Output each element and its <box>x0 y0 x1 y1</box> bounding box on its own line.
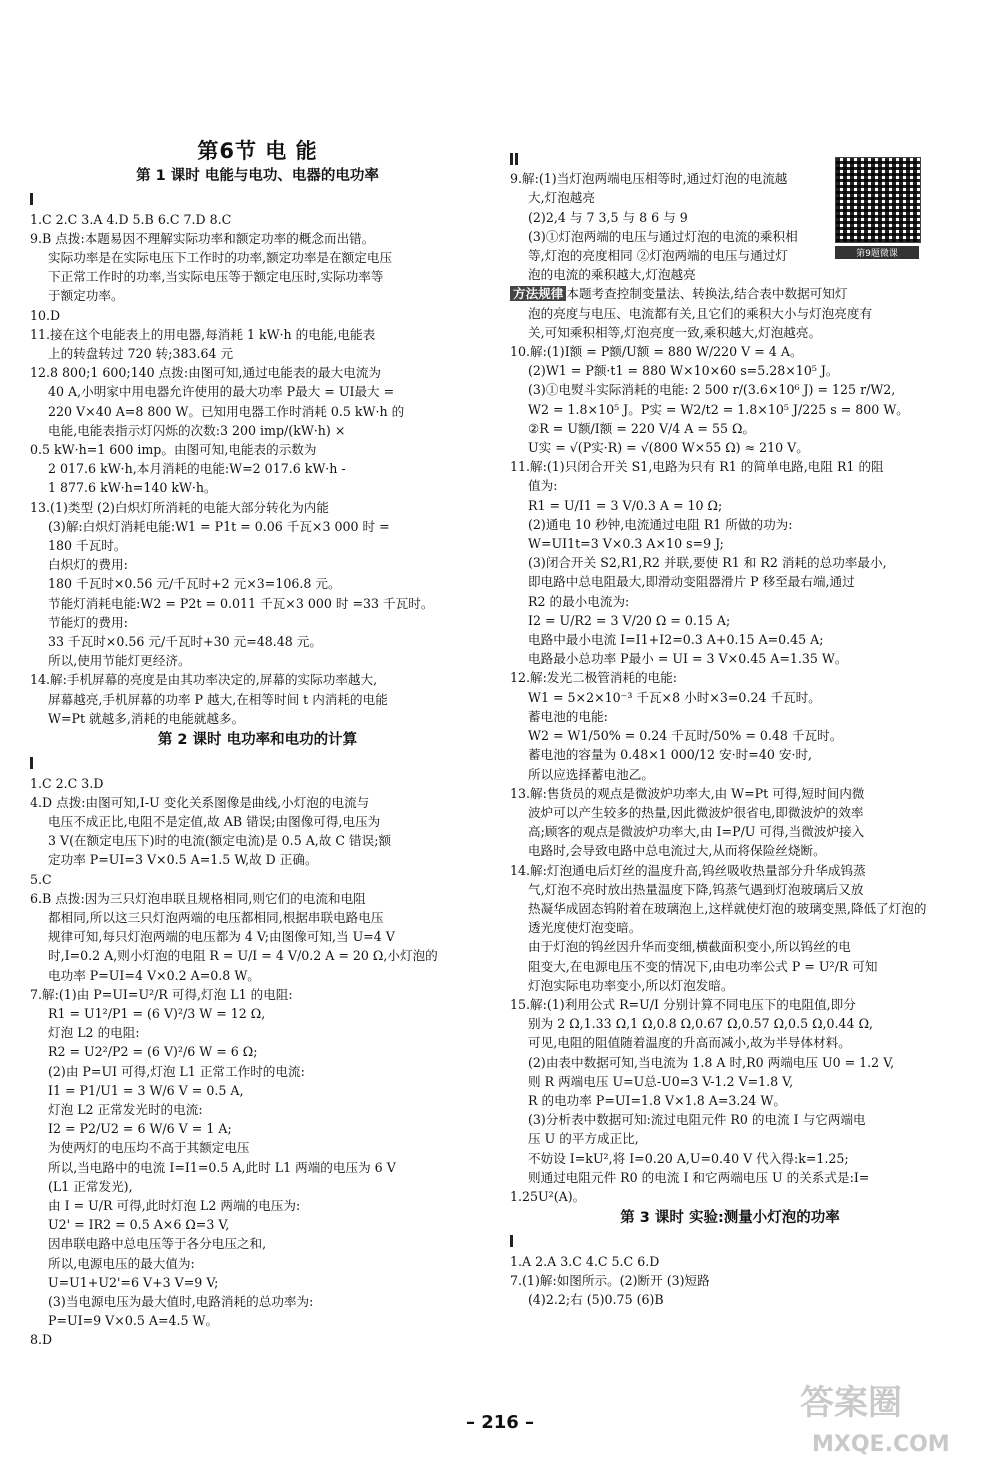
answer-line: 压 U 的平方成正比, <box>528 1131 639 1147</box>
answer-line: 10.D <box>30 307 61 323</box>
answer-line: W1 = 5×2×10⁻³ 千瓦×8 小时×3=0.24 千瓦时。 <box>528 689 821 705</box>
answer-line: 7.(1)解:如图所示。(2)断开 (3)短路 <box>510 1272 710 1288</box>
answer-line: 1.25U²(A)。 <box>510 1188 586 1204</box>
answer-line: 10.解:(1)I额 = P额/U额 = 880 W/220 V = 4 A。 <box>510 344 803 360</box>
answer-line: 8.D <box>30 1332 53 1348</box>
answer-line: 6.B 点拨:因为三只灯泡串联且规格相同,则它们的电流和电阻 <box>30 890 366 906</box>
answer-line: 电路时,会导致电路中总电流过大,从而将保险丝烧断。 <box>528 843 826 859</box>
answer-line: 则 R 两端电压 U=U总-U0=3 V-1.2 V=1.8 V, <box>528 1073 794 1089</box>
answer-line: 白炽灯的费用: <box>48 557 128 573</box>
section-title: 第6节 电 能 <box>197 139 318 163</box>
answer-line: 泡的电流的乘积越大,灯泡越亮 <box>528 267 696 283</box>
answer-line: 气,灯泡不亮时放出热量温度下降,钨蒸气遇到灯泡玻璃后又放 <box>528 881 864 897</box>
answer-line: 规律可知,每只灯泡两端的电压都为 4 V;由图像可知,当 U=4 V <box>48 929 395 945</box>
answer-line: 为使两灯的电压均不高于其额定电压 <box>48 1140 250 1156</box>
level-1-marker-2 <box>30 757 35 771</box>
answer-line: 热凝华成固态钨附着在玻璃泡上,这样就使灯泡的玻璃变黑,降低了灯泡的 <box>528 900 927 916</box>
answer-line: 11.接在这个电能表上的用电器,每消耗 1 kW·h 的电能,电能表 <box>30 326 376 342</box>
answer-line: (4)2.2;右 (5)0.75 (6)B <box>528 1291 664 1307</box>
answer-line: (3)①灯泡两端的电压与通过灯泡的电流的乘积相 <box>528 228 798 244</box>
answer-line: ②R = U额/I额 = 220 V/4 A = 55 Ω。 <box>528 420 756 436</box>
answer-line: 上的转盘转过 720 转;383.64 元 <box>48 346 234 362</box>
lesson-2-answers-continued <box>510 169 950 1206</box>
answer-line: 4.D 点拨:由图可知,I-U 变化关系图像是曲线,小灯泡的电流与 <box>30 794 370 810</box>
answer-line: 泡的亮度与电压、电流都有关,且它们的乘积大小与灯泡亮度有 <box>528 305 873 321</box>
answer-line: 灯泡 L2 正常发光时的电流: <box>48 1101 203 1117</box>
answer-line: 实际功率是在实际电压下工作时的功率,额定功率是在额定电压 <box>48 250 393 266</box>
answer-line: 所以应选择蓄电池乙。 <box>528 766 654 782</box>
answer-line: (2)2,4 与 7 3,5 与 8 6 与 9 <box>528 209 688 225</box>
answer-line: I2 = U/R2 = 3 V/20 Ω = 0.15 A; <box>528 612 731 628</box>
answer-line: 3 V(在额定电压下)时的电流(额定电流)是 0.5 A,故 C 错误;额 <box>48 833 392 849</box>
answer-line: 电功率 P=UI=4 V×0.2 A=0.8 W。 <box>48 967 260 983</box>
answer-line: 屏幕越亮,手机屏幕的功率 P 越大,在相等时间 t 内消耗的电能 <box>48 691 388 707</box>
answer-line: 节能灯消耗电能:W2 = P2t = 0.011 千瓦×3 000 时 =33 千瓦时。 <box>48 595 434 611</box>
answer-line: 2 017.6 kW·h,本月消耗的电能:W=2 017.6 kW·h - <box>48 461 346 477</box>
answer-line: (3)解:白炽灯消耗电能:W1 = P1t = 0.06 千瓦×3 000 时 = <box>48 518 390 534</box>
answer-line: 9.B 点拨:本题易因不理解实际功率和额定功率的概念而出错。 <box>30 230 375 246</box>
lesson-2-title: 第 2 课时 电功率和电功的计算 <box>157 732 358 749</box>
level-2-marker <box>510 153 520 167</box>
answer-line: I1 = P1/U1 = 3 W/6 V = 0.5 A, <box>48 1082 244 1098</box>
answer-line: 1.C 2.C 3.A 4.D 5.B 6.C 7.D 8.C <box>30 211 232 227</box>
answer-line: 方法规律 本题考查控制变量法、转换法,结合表中数据可知灯 <box>510 284 950 303</box>
answer-line: 33 千瓦时×0.56 元/千瓦时+30 元=48.48 元。 <box>48 634 322 650</box>
answer-line: 波炉可以产生较多的热量,因此微波炉很省电,即微波炉的效率 <box>528 804 864 820</box>
answer-line: 关,可知乘积相等,灯泡亮度一致,乘积越大,灯泡越亮。 <box>528 324 822 340</box>
answer-line: 由 I = U/R 可得,此时灯泡 L2 两端的电压为: <box>48 1197 301 1213</box>
watermark-url: MXQE.COM <box>812 1432 950 1457</box>
answer-line: 透光度使灯泡变暗。 <box>528 920 642 936</box>
answer-line: 别为 2 Ω,1.33 Ω,1 Ω,0.8 Ω,0.67 Ω,0.57 Ω,0.5 Ω,0.44 Ω, <box>528 1016 874 1032</box>
answer-line: 12.解:发光二极管消耗的电能: <box>510 670 678 686</box>
level-1-marker-3 <box>510 1235 515 1249</box>
answer-line: (2)由表中数据可知,当电流为 1.8 A 时,R0 两端电压 U0 = 1.2 V, <box>528 1054 895 1070</box>
answer-line: 阻变大,在电源电压不变的情况下,由电功率公式 P = U²/R 可知 <box>528 958 878 974</box>
answer-line: U实 = √(P实·R) = √(800 W×55 Ω) ≈ 210 V。 <box>528 440 809 456</box>
answer-line: W=UI1t=3 V×0.3 A×10 s=9 J; <box>528 536 724 552</box>
answer-line: 大,灯泡越亮 <box>528 190 595 206</box>
lesson-3-title: 第 3 课时 实验:测量小灯泡的功率 <box>620 1210 840 1227</box>
answer-line: 时,I=0.2 A,则小灯泡的电阻 R = U/I = 4 V/0.2 A = 20 Ω,小灯泡的 <box>48 948 438 964</box>
answer-line: U2' = IR2 = 0.5 A×6 Ω=3 V, <box>48 1217 230 1233</box>
answer-line: 节能灯的费用: <box>48 614 128 630</box>
answer-line: 1.A 2.A 3.C 4.C 5.C 6.D <box>510 1253 660 1269</box>
answer-line: W2 = 1.8×10⁵ J。P实 = W2/t2 = 1.8×10⁵ J/225 s = 800 W。 <box>528 401 909 417</box>
answer-line: 下正常工作时的功率,当实际电压等于额定电压时,实际功率等 <box>48 269 384 285</box>
answer-line: 13.(1)类型 (2)白炽灯所消耗的电能大部分转化为内能 <box>30 499 329 515</box>
answer-line: 1.C 2.C 3.D <box>30 775 104 791</box>
answer-line: 电路最小总功率 P最小 = UI = 3 V×0.45 A=1.35 W。 <box>528 651 848 667</box>
answer-line: 可见,电阻的阻值随着温度的升高而减小,故为半导体材料。 <box>528 1035 851 1051</box>
answer-line: 灯泡实际电功率变小,所以灯泡发暗。 <box>528 977 734 993</box>
answer-line: 15.解:(1)利用公式 R=U/I 分别计算不同电压下的电阻值,即分 <box>510 996 856 1012</box>
answer-line: 于额定功率。 <box>48 288 124 304</box>
answer-line: 电路中最小电流 I=I1+I2=0.3 A+0.15 A=0.45 A; <box>528 632 824 648</box>
watermark-logo: 答案圈 <box>800 1383 902 1423</box>
answer-line: 电能,电能表指示灯闪烁的次数:3 200 imp/(kW·h) × <box>48 422 346 438</box>
answer-line: (3)①电熨斗实际消耗的电能: 2 500 r/(3.6×10⁶ J) = 125 r/W2, <box>528 382 896 398</box>
answer-line: 220 V×40 A=8 800 W。已知用电器工作时消耗 0.5 kW·h 的 <box>48 403 405 419</box>
answer-line: 都相同,所以这三只灯泡两端的电压都相同,根据串联电路电压 <box>48 909 384 925</box>
answer-line: 11.解:(1)只闭合开关 S1,电路为只有 R1 的简单电路,电阻 R1 的阻 <box>510 459 884 475</box>
answer-line: 灯泡 L2 的电阻: <box>48 1025 140 1041</box>
answer-line: 180 千瓦时。 <box>48 538 127 554</box>
answer-line: 所以,电源电压的最大值为: <box>48 1255 195 1271</box>
answer-line: 13.解:售货员的观点是微波炉功率大,由 W=Pt 可得,短时间内微 <box>510 785 865 801</box>
lesson-3-answers <box>510 1252 950 1310</box>
qr-code-icon[interactable] <box>835 157 921 243</box>
answer-line: 不妨设 I=kU²,将 I=0.20 A,U=0.40 V 代入得:k=1.25; <box>528 1150 849 1166</box>
answer-line: W2 = W1/50% = 0.24 千瓦时/50% = 0.48 千瓦时。 <box>528 728 843 744</box>
answer-line: 14.解:手机屏幕的亮度是由其功率决定的,屏幕的实际功率越大, <box>30 672 378 688</box>
answer-line: R 的电功率 P=UI=1.8 V×1.8 A=3.24 W。 <box>528 1092 786 1108</box>
answer-line: 14.解:灯泡通电后灯丝的温度升高,钨丝吸收热量部分升华成钨蒸 <box>510 862 866 878</box>
answer-line: (L1 正常发光), <box>48 1178 133 1194</box>
answer-line: 电压不成正比,电阻不是定值,故 AB 错误;由图像可得,电压为 <box>48 813 381 829</box>
answer-line: 即电路中总电阻最大,即滑动变阻器滑片 P 移至最右端,通过 <box>528 574 855 590</box>
answer-line: R1 = U1²/P1 = (6 V)²/3 W = 12 Ω, <box>48 1005 266 1021</box>
answer-line: (3)闭合开关 S2,R1,R2 并联,要使 R1 和 R2 消耗的总功率最小, <box>528 555 887 571</box>
answer-line: 由于灯泡的钨丝因升华而变细,横截面积变小,所以钨丝的电 <box>528 939 851 955</box>
answer-line: 40 A,小明家中用电器允许使用的最大功率 P最大 = UI最大 = <box>48 384 395 400</box>
answer-line: 0.5 kW·h=1 600 imp。由图可知,电能表的示数为 <box>30 442 317 458</box>
answer-line: P=UI=9 V×0.5 A=4.5 W。 <box>48 1313 219 1329</box>
lesson-2-answers <box>30 774 485 1350</box>
right-column <box>510 150 950 1309</box>
page-number: – 216 – <box>465 1412 535 1433</box>
lesson-1-answers <box>30 210 485 728</box>
answer-line: 等,灯泡的亮度相同 ②灯泡两端的电压与通过灯 <box>528 248 788 264</box>
lesson-1-title: 第 1 课时 电能与电功、电器的电功率 <box>136 168 379 185</box>
answer-line: R2 = U2²/P2 = (6 V)²/6 W = 6 Ω; <box>48 1044 258 1060</box>
answer-line: R2 的最小电流为: <box>528 593 630 609</box>
method-tag: 方法规律 <box>510 286 566 301</box>
answer-line: 9.解:(1)当灯泡两端电压相等时,通过灯泡的电流越 <box>510 171 788 187</box>
answer-line: (2)由 P=UI 可得,灯泡 L1 正常工作时的电流: <box>48 1063 305 1079</box>
answer-line: 蓄电池的电能: <box>528 708 608 724</box>
answer-line: I2 = P2/U2 = 6 W/6 V = 1 A; <box>48 1121 232 1137</box>
answer-line: 所以,当电路中的电流 I=I1=0.5 A,此时 L1 两端的电压为 6 V <box>48 1159 396 1175</box>
qr-caption: 第9题微课 <box>835 246 919 259</box>
answer-line: 值为: <box>528 478 558 494</box>
answer-line: 5.C <box>30 871 52 887</box>
answer-line: (2)W1 = P额·t1 = 880 W×10×60 s=5.28×10⁵ J。 <box>528 363 839 379</box>
answer-line: 1 877.6 kW·h=140 kW·h。 <box>48 480 217 496</box>
answer-line: (3)当电源电压为最大值时,电路消耗的总功率为: <box>48 1293 314 1309</box>
answer-line: W=Pt 就越多,消耗的电能就越多。 <box>48 710 245 726</box>
answer-line: 定功率 P=UI=3 V×0.5 A=1.5 W,故 D 正确。 <box>48 852 318 868</box>
answer-line: 因串联电路中总电压等于各分电压之和, <box>48 1236 267 1252</box>
level-1-marker <box>30 193 35 207</box>
answer-line: R1 = U/I1 = 3 V/0.3 A = 10 Ω; <box>528 497 723 513</box>
left-column <box>30 138 485 1350</box>
answer-line: 180 千瓦时×0.56 元/千瓦时+2 元×3=106.8 元。 <box>48 576 341 592</box>
answer-line: (2)通电 10 秒钟,电流通过电阻 R1 所做的功为: <box>528 516 793 532</box>
answer-line: 则通过电阻元件 R0 的电流 I 和它两端电压 U 的关系式是:I= <box>528 1169 870 1185</box>
answer-line: 所以,使用节能灯更经济。 <box>48 653 191 669</box>
answer-line: 12.8 800;1 600;140 点拨:由图可知,通过电能表的最大电流为 <box>30 365 382 381</box>
answer-line: 高;顾客的观点是微波炉功率大,由 I=P/U 可得,当微波炉接入 <box>528 824 865 840</box>
answer-line: 蓄电池的容量为 0.48×1 000/12 安·时=40 安·时, <box>528 747 813 763</box>
answer-line: (3)分析表中数据可知:流过电阻元件 R0 的电流 I 与它两端电 <box>528 1112 866 1128</box>
answer-line: 7.解:(1)由 P=UI=U²/R 可得,灯泡 L1 的电阻: <box>30 986 293 1002</box>
answer-line: U=U1+U2'=6 V+3 V=9 V; <box>48 1274 219 1290</box>
